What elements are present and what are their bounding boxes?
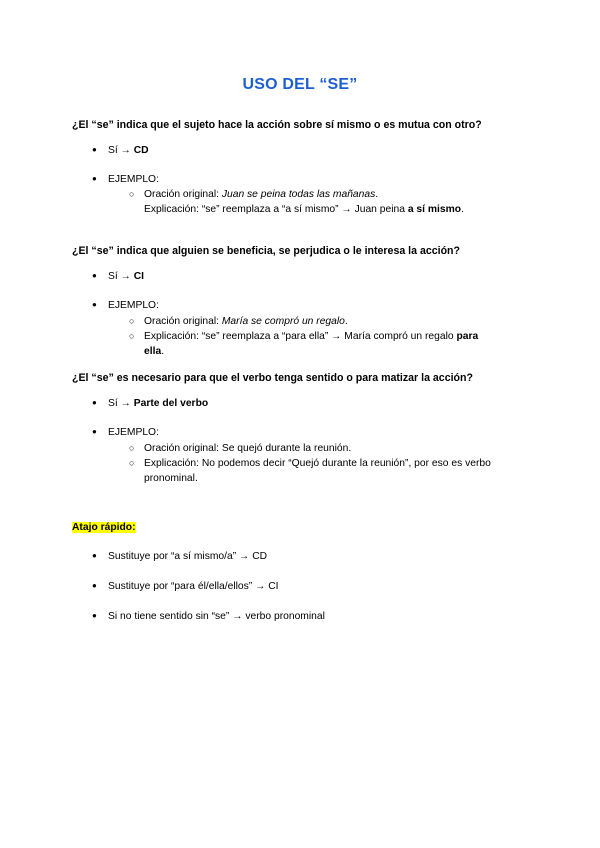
bullet-icon: ● (92, 398, 97, 407)
section-3-example-label: ● EJEMPLO: (92, 427, 159, 438)
section-3-question: ¿El “se” es necesario para que el verbo tenga sentido o para matizar la acción? (72, 372, 473, 384)
bullet-icon: ● (92, 145, 97, 154)
section-1-example-label: ● EJEMPLO: (92, 174, 159, 185)
section-1-original: ○ Oración original: Juan se peina todas las mañanas. (129, 189, 379, 200)
circle-bullet-icon: ○ (129, 316, 135, 326)
section-1-question: ¿El “se” indica que el sujeto hace la acción sobre sí mismo o es mutua con otro? (72, 119, 482, 131)
shortcut-heading: Atajo rápido: (72, 522, 136, 533)
section-2-explanation: ○ Explicación: “se” reemplaza a “para ella” → María compró un regalo para ella. (129, 331, 479, 357)
circle-bullet-icon: ○ (129, 331, 135, 341)
page-title: USO DEL “SE” (242, 76, 358, 93)
circle-bullet-icon: ○ (129, 189, 135, 199)
bullet-icon: ● (92, 271, 97, 280)
section-2-example-label: ● EJEMPLO: (92, 300, 159, 311)
section-3-explanation: ○ Explicación: No podemos decir “Quejó durante la reunión”, por eso es verbo pronominal. (129, 458, 491, 484)
bullet-icon: ● (92, 427, 97, 436)
section-2-answer: ● Sí → CI (92, 271, 145, 282)
bullet-icon: ● (92, 300, 97, 309)
section-1-explanation: Explicación: “se” reemplaza a “a sí mismo” → Juan peina a sí mismo. (144, 204, 464, 215)
section-1-answer: ● Sí → CD (92, 145, 149, 156)
bullet-icon: ● (92, 611, 97, 620)
shortcut-item: ● Si no tiene sentido sin “se” → verbo pronominal (92, 611, 325, 622)
bullet-icon: ● (92, 174, 97, 183)
circle-bullet-icon: ○ (129, 443, 135, 453)
bullet-icon: ● (92, 581, 97, 590)
section-3-original: ○ Oración original: Se quejó durante la reunión. (129, 443, 352, 454)
shortcut-item: ● Sustituye por “para él/ella/ellos” → CI (92, 581, 279, 592)
section-2-question: ¿El “se” indica que alguien se beneficia, se perjudica o le interesa la acción? (72, 245, 460, 257)
circle-bullet-icon: ○ (129, 458, 135, 468)
section-3-answer: ● Sí → Parte del verbo (92, 398, 209, 409)
section-2-original: ○ Oración original: María se compró un regalo. (129, 316, 348, 327)
bullet-icon: ● (92, 551, 97, 560)
shortcut-item: ● Sustituye por “a sí mismo/a” → CD (92, 551, 268, 562)
